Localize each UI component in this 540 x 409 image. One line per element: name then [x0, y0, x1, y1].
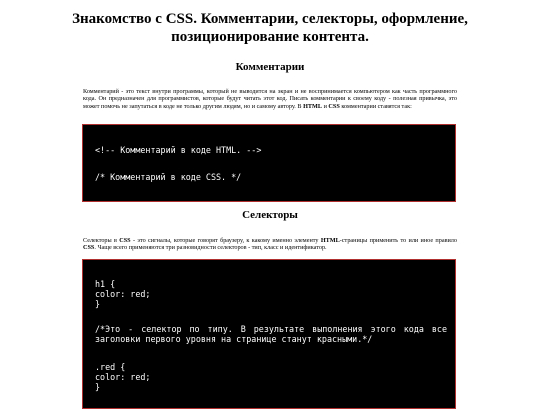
selectors-text-1: Селекторы в [83, 237, 120, 244]
selectors-paragraph [83, 237, 457, 252]
selectors-text-4: . Чаще всего применяются три разновидности селекторов - тип, класс и идентификатор. [94, 244, 327, 252]
code-line-css-comment: /* Комментарий в коде CSS. */ [95, 172, 242, 182]
and-word: и [322, 102, 329, 110]
selectors-code-block [82, 259, 456, 409]
code-line-color: color: red; [95, 289, 151, 299]
css-term: CSS [83, 244, 95, 252]
selectors-text-2: - это сигналы, которые говорят браузеру, к какому именно элементу [130, 237, 321, 244]
html-term: HTML [320, 237, 340, 244]
code-line-class-color: color: red; [95, 372, 151, 382]
code-line-class-close: } [95, 382, 101, 392]
comments-paragraph-end: комментарии ставятся так: [339, 102, 412, 110]
code-line-html-comment: <!-- Комментарий в коде HTML. --> [95, 145, 262, 155]
section-heading-comments: Комментарии [235, 61, 305, 73]
css-term: CSS [328, 102, 340, 110]
section-heading-selectors: Селекторы [242, 209, 298, 221]
code-line-class-open: .red { [95, 362, 126, 372]
selectors-text-3: -страницы применить то или иное правило [339, 237, 457, 244]
code-line-close: } [95, 299, 101, 309]
code-comment-type-selector: /*Это - селектор по типу. В результате выполнения этого кода все заголовки первого уровня на странице станут красными.*/ [95, 324, 447, 344]
comments-paragraph [83, 88, 457, 110]
css-term: CSS [119, 237, 131, 244]
html-term: HTML [303, 102, 323, 110]
comments-paragraph-text: Комментарий - это текст внутри программы, который не выводится на экран и не воспринимается компьютером как часть программного кода. Он предназначен для программистов, которые будут читать этот код. Писать комментарии к своему коду - полезная привычка, это может помочь не запутаться в коде не только другим людям, но и самому автору. В [83, 88, 457, 110]
code-line-h1-open: h1 { [95, 279, 116, 289]
page-title: Знакомство с CSS. Комментарии, селекторы, оформление, позиционирование контента. [72, 11, 468, 45]
comments-code-block [82, 124, 456, 202]
